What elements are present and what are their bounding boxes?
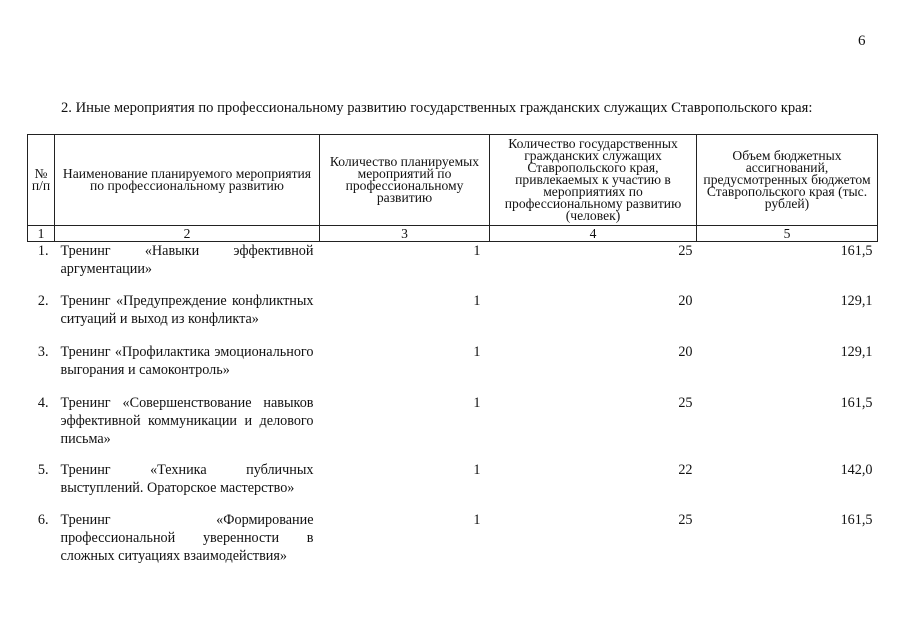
event-count: 1 xyxy=(473,243,481,259)
budget-amount: 161,5 xyxy=(840,394,873,411)
row-number: 6. xyxy=(37,511,49,528)
budget-amount: 129,1 xyxy=(840,343,873,360)
employee-count: 20 xyxy=(678,343,693,360)
table-row xyxy=(28,394,878,461)
section-heading: 2. Иные мероприятия по профессиональному развитию государственных гражданских служащих Ставропольского края: xyxy=(61,100,813,116)
budget-amount: 161,5 xyxy=(840,511,873,528)
employee-count: 25 xyxy=(678,394,693,411)
header-employee-count: Количество государственных гражданских служащих Ставропольского края, привлекаемых к участию в мероприятиях по профессиональному развитию (человек) xyxy=(490,135,697,226)
employee-count: 25 xyxy=(678,243,693,259)
table-row xyxy=(28,343,878,394)
table-header-row xyxy=(28,135,878,226)
event-name: Тренинг «Навыки эффективной аргументации» xyxy=(60,243,314,277)
event-count: 1 xyxy=(473,394,481,411)
row-number: 3. xyxy=(37,343,49,360)
event-count: 1 xyxy=(473,511,481,528)
page-number: 6 xyxy=(858,33,866,49)
row-number: 1. xyxy=(37,243,49,259)
event-name: Тренинг «Профилактика эмоционального выгорания и самоконтроль» xyxy=(60,343,314,378)
table-row xyxy=(28,511,878,569)
event-count: 1 xyxy=(473,461,481,478)
budget-amount: 129,1 xyxy=(840,292,873,309)
budget-amount: 161,5 xyxy=(840,243,873,259)
employee-count: 25 xyxy=(678,511,693,528)
event-count: 1 xyxy=(473,292,481,309)
event-name: Тренинг «Совершенствование навыков эффективной коммуникации и делового письма» xyxy=(60,394,314,447)
table-row xyxy=(28,242,878,292)
row-number: 2. xyxy=(37,292,49,309)
event-name: Тренинг «Предупреждение конфликтных ситуаций и выход из конфликта» xyxy=(60,292,314,327)
events-table xyxy=(27,134,878,569)
employee-count: 22 xyxy=(678,461,693,478)
event-name: Тренинг «Техника публичных выступлений. Ораторское мастерство» xyxy=(60,461,314,496)
column-number: 1 xyxy=(28,226,55,242)
column-number: 4 xyxy=(490,226,697,242)
employee-count: 20 xyxy=(678,292,693,309)
header-event-name: Наименование планируемого мероприятия по профессиональному развитию xyxy=(55,135,320,226)
header-number: № п/п xyxy=(28,135,55,226)
table-row xyxy=(28,292,878,343)
header-budget: Объем бюджетных ассигнований, предусмотренных бюджетом Ставропольского края (тыс. рублей) xyxy=(697,135,878,226)
column-number: 5 xyxy=(697,226,878,242)
column-number: 3 xyxy=(320,226,490,242)
header-event-count: Количество планируемых мероприятий по профессиональному развитию xyxy=(320,135,490,226)
event-count: 1 xyxy=(473,343,481,360)
budget-amount: 142,0 xyxy=(840,461,873,478)
event-name: Тренинг «Формирование профессиональной уверенности в сложных ситуациях взаимодействия» xyxy=(60,511,314,564)
table-row xyxy=(28,461,878,511)
row-number: 4. xyxy=(37,394,49,411)
row-number: 5. xyxy=(37,461,49,478)
column-number: 2 xyxy=(55,226,320,242)
column-number-row xyxy=(28,226,878,242)
